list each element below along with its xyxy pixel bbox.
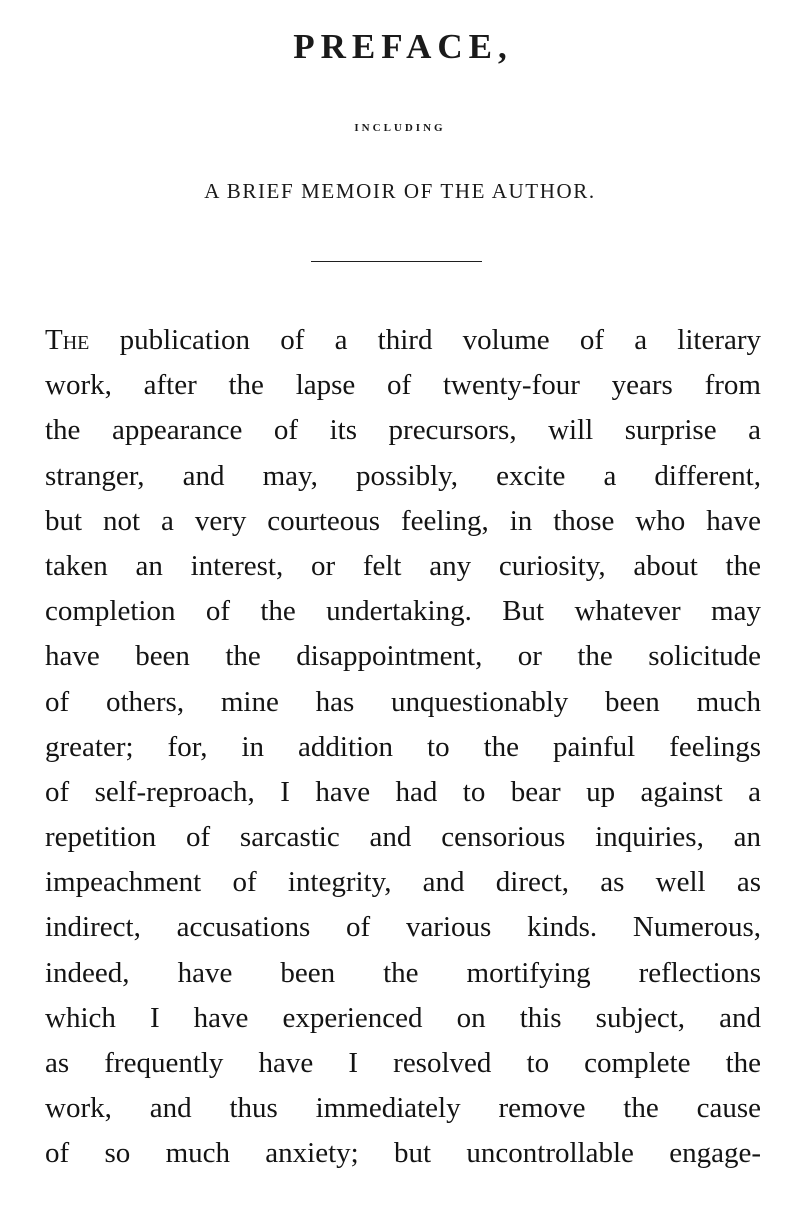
text-line: work, and thus immediately remove the cause (45, 1092, 761, 1125)
text-line: have been the disappointment, or the solicitude (45, 640, 761, 673)
text-line: greater; for, in addition to the painful feelings (45, 730, 761, 763)
text-line: indirect, accusations of various kinds. Numerous, (45, 911, 761, 944)
text-line: of so much anxiety; but uncontrollable engage- (45, 1137, 761, 1170)
divider-rule (311, 261, 482, 262)
lead-word: The (45, 324, 90, 356)
text-line: taken an interest, or felt any curiosity, about the (45, 549, 761, 582)
body-paragraph (45, 318, 761, 1177)
text-line: impeachment of integrity, and direct, as well as (45, 866, 761, 899)
text-line: work, after the lapse of twenty-four years from (45, 369, 761, 402)
text-line: of self-reproach, I have had to bear up against a (45, 775, 761, 808)
text-line: which I have experienced on this subject, and (45, 1001, 761, 1034)
page-title: PREFACE, (293, 27, 513, 66)
text-line: of others, mine has unquestionably been much (45, 685, 761, 718)
text-line: as frequently have I resolved to complete the (45, 1047, 761, 1079)
text-line: completion of the undertaking. But whatever may (45, 595, 761, 628)
text-line: repetition of sarcastic and censorious inquiries, an (45, 821, 761, 854)
text-line: indeed, have been the mortifying reflections (45, 956, 761, 989)
text-line: stranger, and may, possibly, excite a different, (45, 459, 761, 492)
memoir-heading: A BRIEF MEMOIR OF THE AUTHOR. (204, 179, 596, 203)
page-subtitle: INCLUDING (354, 122, 446, 134)
text-line: the appearance of its precursors, will surprise a (45, 414, 761, 447)
text-line-1 (45, 318, 761, 363)
text-line: but not a very courteous feeling, in those who have (45, 504, 761, 537)
first-line-rest: publication of a third volume of a literary (89, 324, 761, 356)
